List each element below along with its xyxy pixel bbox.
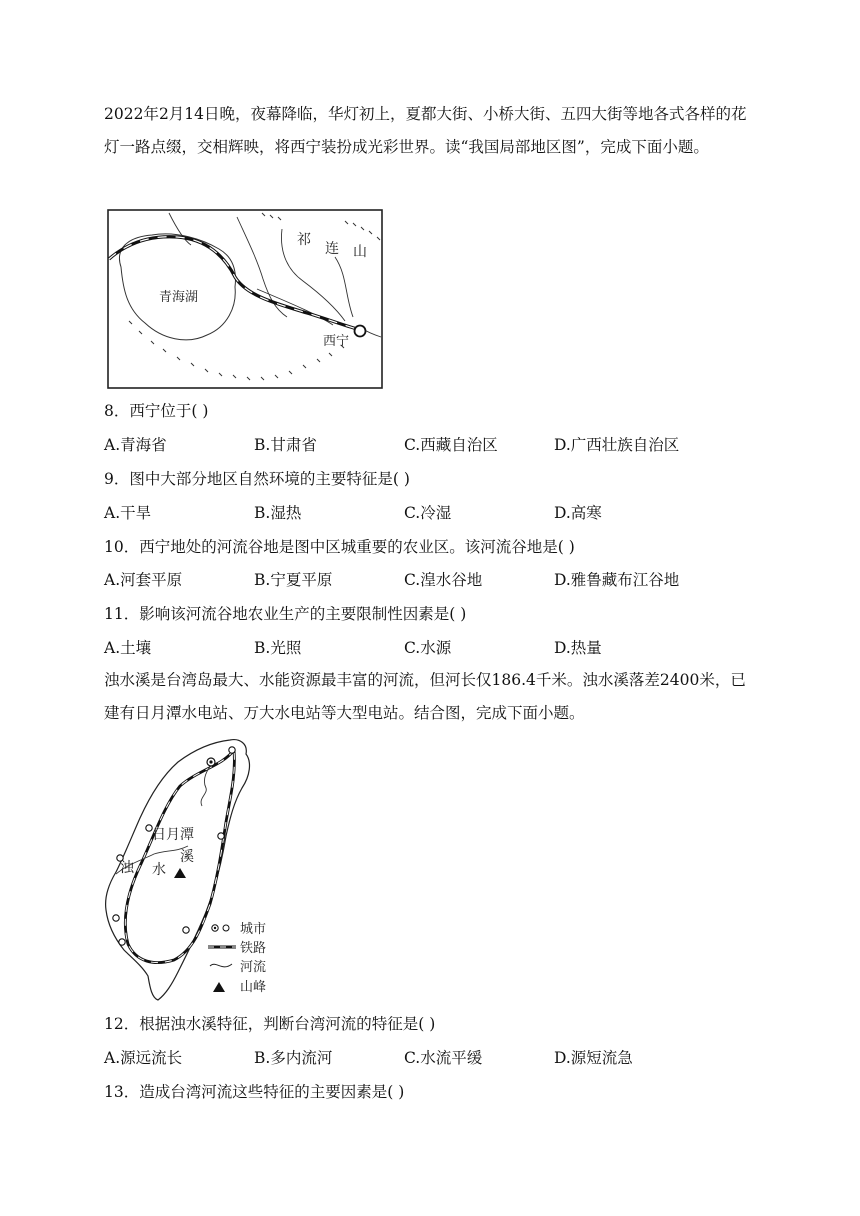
options-row: [104, 636, 764, 660]
city-marker: [119, 939, 125, 945]
lake-label: 青海湖: [159, 290, 199, 305]
city-marker-xining: [355, 326, 366, 337]
question-stem: 11．影响该河流谷地农业生产的主要限制性因素是( ): [104, 605, 467, 623]
question-stem: 8．西宁位于( ): [104, 402, 209, 420]
option-a[interactable]: A.干旱: [104, 504, 152, 522]
river-label-char: 浊: [120, 860, 134, 876]
option-b[interactable]: B.光照: [254, 639, 302, 657]
city-marker: [229, 747, 235, 753]
option-a[interactable]: A.河套平原: [104, 571, 183, 589]
option-c[interactable]: C.西藏自治区: [404, 436, 498, 454]
question-stem: 10．西宁地处的河流谷地是图中区城重要的农业区。该河流谷地是( ): [104, 538, 575, 556]
options-row: [104, 568, 764, 592]
option-d[interactable]: D.热量: [554, 639, 602, 657]
city-marker: [113, 915, 119, 921]
peak-marker: [174, 868, 186, 878]
intro-paragraph-zhuoshui: 浊水溪是台湾岛最大、水能资源最丰富的河流，但河长仅186.4千米。浊水溪落差2400米，已建有日月潭水电站、万大水电站等大型电站。结合图，完成下面小题。: [104, 671, 746, 722]
option-b[interactable]: B.多内流河: [254, 1049, 333, 1067]
river-label-char: 溪: [180, 849, 194, 865]
option-d[interactable]: D.雅鲁藏布江谷地: [554, 571, 680, 589]
option-c[interactable]: C.水源: [404, 639, 452, 657]
legend-railway: 铁路: [240, 941, 267, 956]
option-b[interactable]: B.甘肃省: [254, 436, 317, 454]
options-row: [104, 433, 764, 457]
map-qinghai-region: [107, 209, 383, 389]
lake-label: 日月潭: [152, 827, 194, 843]
river-label-char: 水: [152, 862, 166, 878]
question-stem: 12．根据浊水溪特征，判断台湾河流的特征是( ): [104, 1015, 436, 1033]
city-marker: [183, 927, 189, 933]
city-label-xining: 西宁: [323, 334, 350, 349]
option-c[interactable]: C.冷湿: [404, 504, 452, 522]
option-a[interactable]: A.源远流长: [104, 1049, 183, 1067]
option-a[interactable]: A.青海省: [104, 436, 167, 454]
option-c[interactable]: C.湟水谷地: [404, 571, 483, 589]
mountain-label-char: 山: [353, 244, 367, 260]
option-d[interactable]: D.源短流急: [554, 1049, 633, 1067]
option-d[interactable]: D.高寒: [554, 504, 602, 522]
option-b[interactable]: B.宁夏平原: [254, 571, 333, 589]
option-a[interactable]: A.土壤: [104, 639, 152, 657]
question-stem: 13．造成台湾河流这些特征的主要因素是( ): [104, 1083, 405, 1101]
map-legend: [208, 922, 266, 995]
mountain-label-char: 祁: [297, 232, 311, 248]
legend-city: 城市: [240, 922, 267, 937]
mountain-label-char: 连: [325, 241, 339, 257]
question-stem: 9．图中大部分地区自然环境的主要特征是( ): [104, 470, 410, 488]
legend-river: 河流: [240, 960, 267, 975]
option-d[interactable]: D.广西壮族自治区: [554, 436, 680, 454]
option-b[interactable]: B.湿热: [254, 504, 302, 522]
city-marker: [218, 833, 224, 839]
legend-peak: 山峰: [240, 980, 267, 995]
intro-paragraph-xining: 2022年2月14日晚，夜幕降临，华灯初上，夏都大街、小桥大街、五四大街等地各式各样的花灯一路点缀，交相辉映，将西宁装扮成光彩世界。读“我国局部地区图”，完成下面小题。: [104, 105, 747, 156]
options-row: [104, 501, 764, 525]
map-taiwan: [102, 736, 292, 1006]
option-c[interactable]: C.水流平缓: [404, 1049, 483, 1067]
options-row: [104, 1046, 764, 1070]
